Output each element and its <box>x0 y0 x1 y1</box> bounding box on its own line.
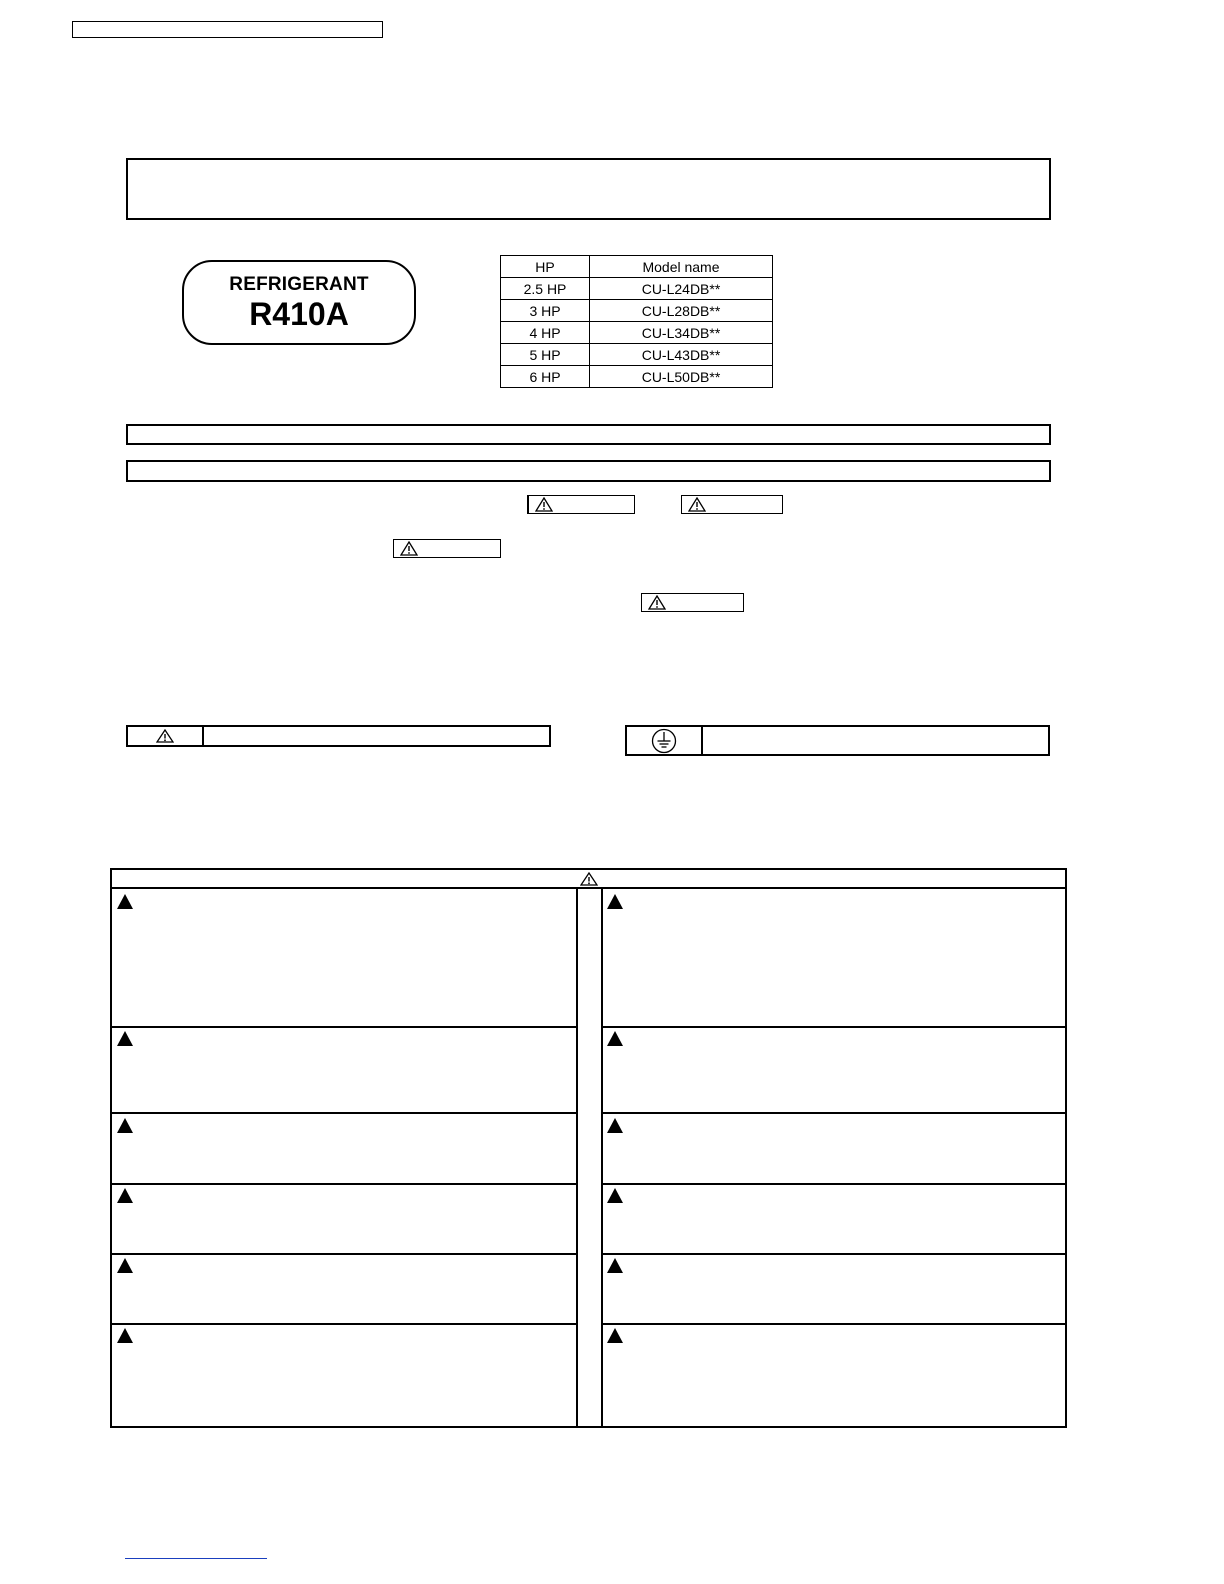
warning-triangle-icon <box>688 497 706 512</box>
filled-triangle-icon <box>117 1031 133 1046</box>
row-divider <box>602 1323 1065 1325</box>
earth-ground-icon <box>651 728 677 754</box>
symbol-legend-earth <box>625 725 1050 756</box>
refrigerant-badge <box>182 260 416 345</box>
row-divider <box>112 1183 577 1185</box>
footer-link[interactable] <box>125 1558 267 1559</box>
row-divider <box>112 1112 577 1114</box>
warning-triangle-icon <box>580 872 598 886</box>
warning-triangle-icon <box>400 541 418 556</box>
cell-model: CU-L34DB** <box>590 322 773 344</box>
warning-box-3 <box>393 539 501 558</box>
caution-grid <box>110 868 1067 1428</box>
warning-triangle-icon <box>156 729 174 743</box>
filled-triangle-icon <box>117 1328 133 1343</box>
filled-triangle-icon <box>607 1258 623 1273</box>
refrigerant-type: R410A <box>249 295 349 332</box>
column-divider-left <box>576 889 578 1426</box>
cell-hp: 3 HP <box>501 300 590 322</box>
warning-triangle-icon <box>648 595 666 610</box>
legend-earth-icon-cell <box>627 727 703 754</box>
filled-triangle-icon <box>117 1118 133 1133</box>
row-divider <box>602 1112 1065 1114</box>
filled-triangle-icon <box>117 1188 133 1203</box>
header-hp: HP <box>501 256 590 278</box>
model-table-header <box>501 256 773 278</box>
row-divider <box>112 1026 577 1028</box>
filled-triangle-icon <box>607 1118 623 1133</box>
warning-box-2 <box>681 495 783 514</box>
section-bar-2 <box>126 460 1051 482</box>
header-box <box>72 21 383 38</box>
warning-triangle-icon <box>535 497 553 512</box>
filled-triangle-icon <box>607 1188 623 1203</box>
section-bar-1 <box>126 424 1051 445</box>
symbol-legend-warning <box>126 725 551 747</box>
column-divider-right <box>601 889 603 1426</box>
table-row <box>501 300 773 322</box>
row-divider <box>112 1323 577 1325</box>
table-row <box>501 322 773 344</box>
cell-hp: 6 HP <box>501 366 590 388</box>
row-divider <box>602 1026 1065 1028</box>
row-divider <box>602 1183 1065 1185</box>
table-row <box>501 366 773 388</box>
cell-model: CU-L24DB** <box>590 278 773 300</box>
filled-triangle-icon <box>117 894 133 909</box>
header-model-name: Model name <box>590 256 773 278</box>
cell-hp: 2.5 HP <box>501 278 590 300</box>
warning-box-1 <box>527 495 635 514</box>
model-table <box>500 255 773 388</box>
row-divider <box>112 1253 577 1255</box>
cell-hp: 4 HP <box>501 322 590 344</box>
caution-grid-header <box>112 870 1065 889</box>
title-frame <box>126 158 1051 220</box>
cell-model: CU-L28DB** <box>590 300 773 322</box>
cell-model: CU-L43DB** <box>590 344 773 366</box>
filled-triangle-icon <box>607 1031 623 1046</box>
legend-warning-icon-cell <box>128 727 204 745</box>
filled-triangle-icon <box>117 1258 133 1273</box>
refrigerant-label: REFRIGERANT <box>229 273 369 295</box>
table-row <box>501 344 773 366</box>
warning-box-4 <box>641 593 744 612</box>
row-divider <box>602 1253 1065 1255</box>
filled-triangle-icon <box>607 894 623 909</box>
cell-model: CU-L50DB** <box>590 366 773 388</box>
cell-hp: 5 HP <box>501 344 590 366</box>
filled-triangle-icon <box>607 1328 623 1343</box>
table-row <box>501 278 773 300</box>
